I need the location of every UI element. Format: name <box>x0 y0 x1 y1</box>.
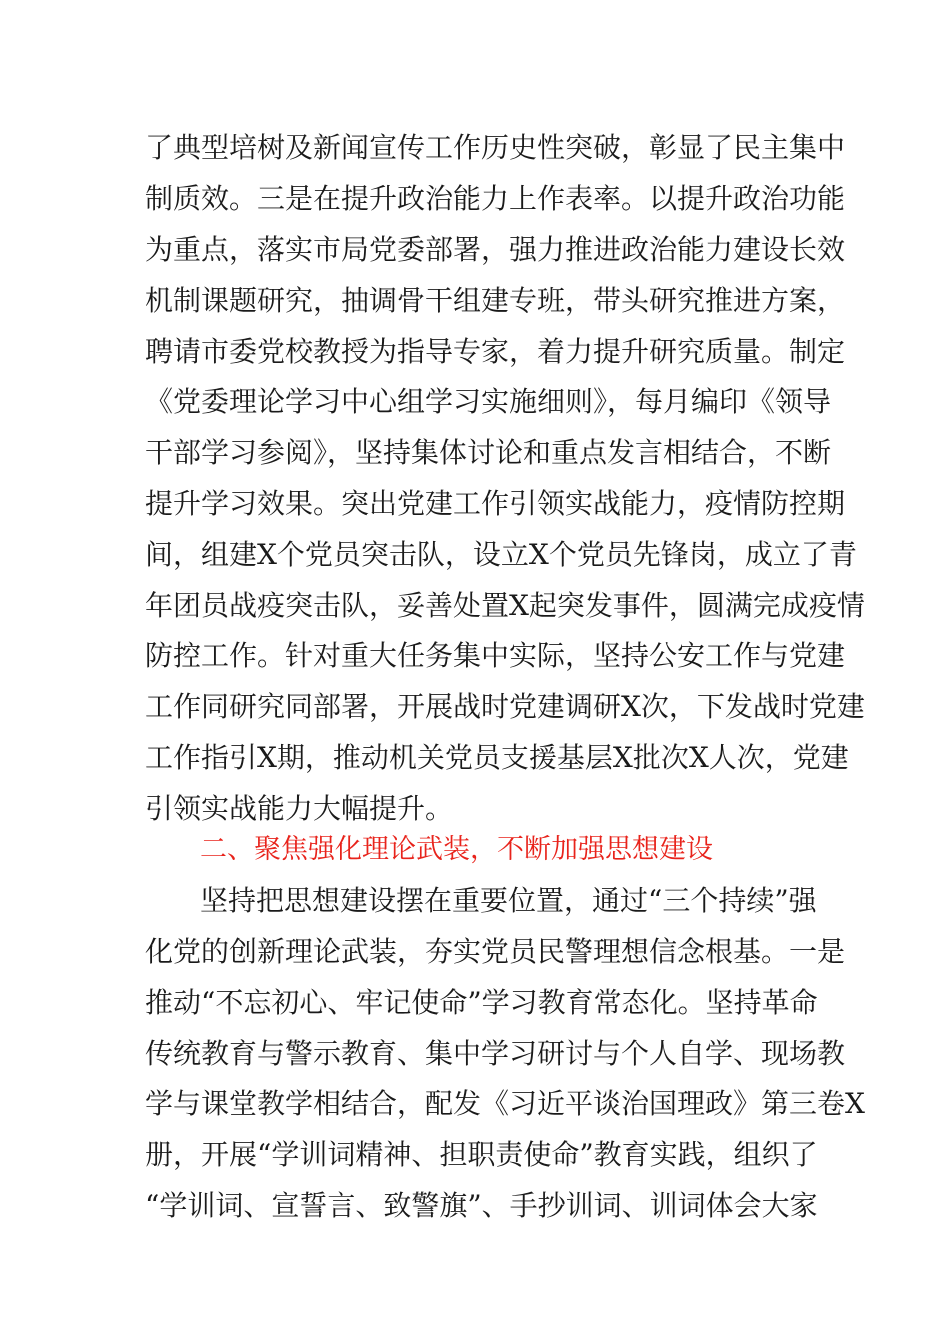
paragraph-line: 引领实战能力大幅提升。 <box>145 792 454 825</box>
paragraph-line: 干部学习参阅》，坚持集体讨论和重点发言相结合，不断 <box>145 436 832 469</box>
paragraph-line: 年团员战疫突击队，妥善处置X起突发事件，圆满完成疫情 <box>145 589 865 622</box>
paragraph-line: 制质效。三是在提升政治能力上作表率。以提升政治功能 <box>145 182 846 215</box>
paragraph-line: 工作指引X期，推动机关党员支援基层X批次X人次，党建 <box>145 741 849 774</box>
paragraph-line: 聘请市委党校教授为指导专家，着力提升研究质量。制定 <box>145 335 846 368</box>
paragraph-line: “学训词、宣誓言、致警旗”、手抄训词、训词体会大家 <box>145 1189 818 1222</box>
paragraph-line: 工作同研究同部署，开展战时党建调研X次，下发战时党建 <box>145 690 865 723</box>
paragraph-line: 间，组建X个党员突击队，设立X个党员先锋岗，成立了青 <box>145 538 857 571</box>
paragraph-line: 化党的创新理论武装，夯实党员民警理想信念根基。一是 <box>145 935 846 968</box>
section-heading: 二、聚焦强化理论武装，不断加强思想建设 <box>200 834 713 865</box>
paragraph-line: 为重点，落实市局党委部署，强力推进政治能力建设长效 <box>145 233 846 266</box>
paragraph-line: 《党委理论学习中心组学习实施细则》，每月编印《领导 <box>145 385 832 418</box>
paragraph-line: 提升学习效果。突出党建工作引领实战能力，疫情防控期 <box>145 487 846 520</box>
paragraph-line: 推动“不忘初心、牢记使命”学习教育常态化。坚持革命 <box>145 986 818 1019</box>
paragraph-line: 了典型培树及新闻宣传工作历史性突破，彰显了民主集中 <box>145 131 846 164</box>
paragraph-line: 坚持把思想建设摆在重要位置，通过“三个持续”强 <box>200 884 817 917</box>
paragraph-line: 学与课堂教学相结合，配发《习近平谈治国理政》第三卷X <box>145 1087 865 1120</box>
paragraph-line: 防控工作。针对重大任务集中实际，坚持公安工作与党建 <box>145 639 846 672</box>
paragraph-line: 传统教育与警示教育、集中学习研讨与个人自学、现场教 <box>145 1037 846 1070</box>
paragraph-line: 册，开展“学训词精神、担职责使命”教育实践，组织了 <box>145 1138 818 1171</box>
paragraph-line: 机制课题研究，抽调骨干组建专班，带头研究推进方案， <box>145 284 846 317</box>
